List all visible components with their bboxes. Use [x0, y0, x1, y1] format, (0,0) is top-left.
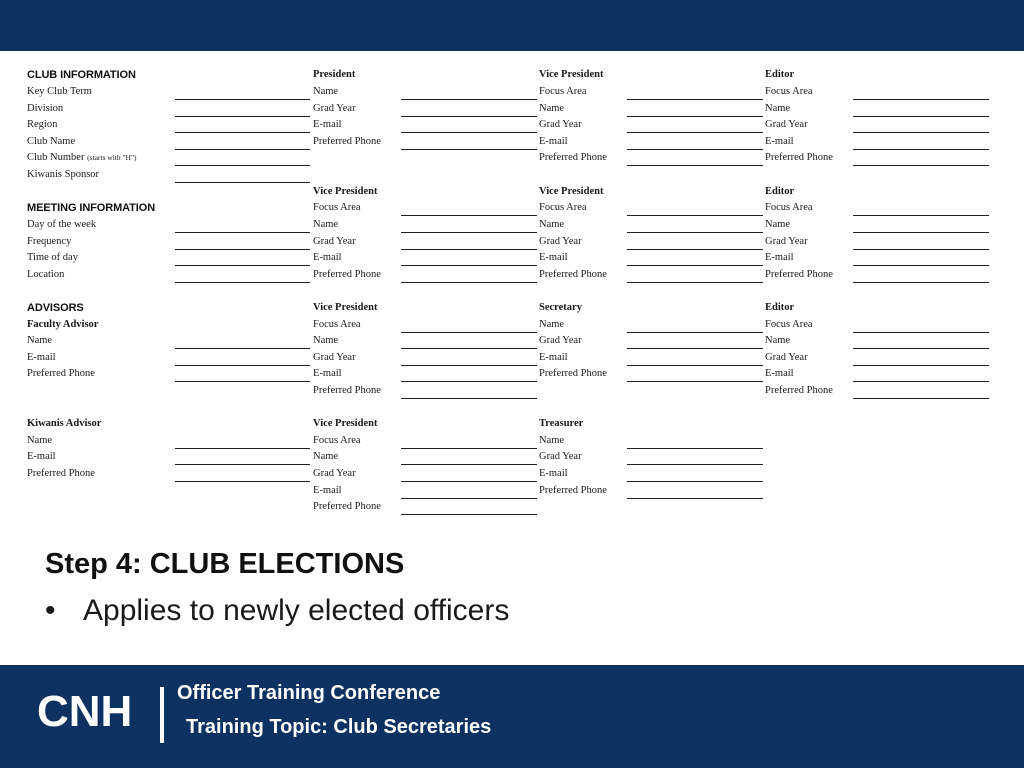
editor-1-grad-year-field[interactable] — [853, 132, 989, 133]
secretary-name-label: Name — [539, 319, 565, 330]
editor-3-focus-label: Focus Area — [765, 319, 813, 330]
editor-2-phone-label: Preferred Phone — [765, 269, 833, 280]
president-email-label: E-mail — [313, 119, 342, 130]
vp-c2-1-heading: Vice President — [313, 186, 378, 197]
faculty-name-label: Name — [27, 335, 53, 346]
treasurer-grad-year-field[interactable] — [627, 464, 763, 465]
location-label: Location — [27, 269, 65, 280]
editor-1-grad-year-row — [0, 118, 1000, 134]
club-number-text: Club Number — [27, 152, 85, 163]
editor-1-focus-label: Focus Area — [765, 86, 813, 97]
editor-2-grad-year-row — [0, 235, 1000, 251]
footer-bar — [0, 665, 1024, 768]
editor-3-focus-field[interactable] — [853, 332, 989, 333]
vp-c3-2-grad-year-label: Grad Year — [539, 236, 582, 247]
editor-1-grad-year-label: Grad Year — [765, 119, 808, 130]
treasurer-email-field[interactable] — [627, 481, 763, 482]
treasurer-phone-label: Preferred Phone — [539, 485, 607, 496]
kiwanis-phone-label: Preferred Phone — [27, 468, 95, 479]
editor-3-email-label: E-mail — [765, 368, 794, 379]
cnh-logo-text: CNH — [37, 687, 133, 736]
region-label: Region — [27, 119, 58, 130]
vp-c2-3-email-label: E-mail — [313, 485, 342, 496]
top-header-bar — [0, 0, 1024, 51]
club-number-note: (starts with "H") — [87, 153, 137, 162]
kiwanis-name-label: Name — [27, 435, 53, 446]
secretary-email-label: E-mail — [539, 352, 568, 363]
vp-c3-1-heading: Vice President — [539, 69, 604, 80]
footer-divider — [160, 687, 164, 743]
vp-c3-1-name-label: Name — [539, 103, 565, 114]
editor-2-heading-row — [0, 185, 1000, 201]
vp-c2-3-phone-row — [0, 500, 560, 516]
faculty-phone-label: Preferred Phone — [27, 368, 95, 379]
kiwanis-advisor-heading: Kiwanis Advisor — [27, 418, 102, 429]
editor-3-heading-row — [0, 301, 1000, 317]
treasurer-heading-row — [0, 417, 780, 433]
vp-c2-1-email-label: E-mail — [313, 252, 342, 263]
editor-3-phone-field[interactable] — [853, 398, 989, 399]
vp-c3-2-email-label: E-mail — [539, 252, 568, 263]
frequency-label: Frequency — [27, 236, 72, 247]
club-information-heading: CLUB INFORMATION — [27, 69, 136, 81]
editor-3-grad-year-row — [0, 351, 1000, 367]
vp-c2-3-focus-label: Focus Area — [313, 435, 361, 446]
editor-1-name-label: Name — [765, 103, 791, 114]
editor-2-email-label: E-mail — [765, 252, 794, 263]
club-name-label: Club Name — [27, 136, 76, 147]
editor-3-grad-year-label: Grad Year — [765, 352, 808, 363]
vp-c3-1-email-label: E-mail — [539, 136, 568, 147]
day-of-week-label: Day of the week — [27, 219, 97, 230]
editor-2-grad-year-field[interactable] — [853, 249, 989, 250]
editor-1-heading: Editor — [765, 69, 795, 80]
vp-c2-3-grad-year-label: Grad Year — [313, 468, 356, 479]
treasurer-email-label: E-mail — [539, 468, 568, 479]
kiwanis-email-label: E-mail — [27, 451, 56, 462]
editor-2-phone-row — [0, 268, 1000, 284]
treasurer-phone-row — [0, 484, 780, 500]
vp-c2-2-grad-year-label: Grad Year — [313, 352, 356, 363]
editor-2-email-row — [0, 251, 1000, 267]
editor-1-email-label: E-mail — [765, 136, 794, 147]
treasurer-name-row — [0, 434, 780, 450]
president-grad-year-label: Grad Year — [313, 103, 356, 114]
editor-2-name-label: Name — [765, 219, 791, 230]
editor-2-heading: Editor — [765, 186, 795, 197]
editor-1-focus-row — [0, 85, 1000, 101]
editor-3-phone-label: Preferred Phone — [765, 385, 833, 396]
kiwanis-sponsor-field[interactable] — [175, 182, 310, 183]
treasurer-name-label: Name — [539, 435, 565, 446]
footer-training-topic: Training Topic: Club Secretaries — [186, 716, 492, 738]
vp-c3-2-focus-label: Focus Area — [539, 202, 587, 213]
faculty-advisor-heading: Faculty Advisor — [27, 319, 99, 330]
editor-3-email-field[interactable] — [853, 381, 989, 382]
editor-1-phone-label: Preferred Phone — [765, 152, 833, 163]
editor-3-focus-row — [0, 318, 1000, 334]
editor-1-name-row — [0, 102, 1000, 118]
key-club-term-label: Key Club Term — [27, 86, 92, 97]
vp-c2-2-heading: Vice President — [313, 302, 378, 313]
meeting-information-heading: MEETING INFORMATION — [27, 202, 156, 214]
vp-c2-2-focus-label: Focus Area — [313, 319, 361, 330]
editor-1-heading-row — [0, 68, 1000, 84]
treasurer-grad-year-label: Grad Year — [539, 451, 582, 462]
faculty-email-label: E-mail — [27, 352, 56, 363]
vp-c3-2-phone-label: Preferred Phone — [539, 269, 607, 280]
treasurer-name-field[interactable] — [627, 448, 763, 449]
editor-3-email-row — [0, 367, 1000, 383]
secretary-grad-year-label: Grad Year — [539, 335, 582, 346]
editor-2-name-row — [0, 218, 1000, 234]
vp-c3-1-focus-label: Focus Area — [539, 86, 587, 97]
editor-1-name-field[interactable] — [853, 116, 989, 117]
division-label: Division — [27, 103, 64, 114]
treasurer-heading: Treasurer — [539, 418, 584, 429]
vp-c2-3-phone-label: Preferred Phone — [313, 501, 381, 512]
vp-c2-2-name-label: Name — [313, 335, 339, 346]
vp-c3-1-grad-year-label: Grad Year — [539, 119, 582, 130]
editor-3-name-field[interactable] — [853, 348, 989, 349]
editor-1-focus-field[interactable] — [853, 99, 989, 100]
editor-2-focus-label: Focus Area — [765, 202, 813, 213]
vp-c2-1-focus-label: Focus Area — [313, 202, 361, 213]
footer-conference-title: Officer Training Conference — [177, 682, 441, 704]
treasurer-email-row — [0, 467, 780, 483]
editor-2-focus-row — [0, 201, 1000, 217]
editor-2-phone-field[interactable] — [853, 282, 989, 283]
president-phone-label: Preferred Phone — [313, 136, 381, 147]
vp-c2-3-name-label: Name — [313, 451, 339, 462]
editor-1-email-field[interactable] — [853, 149, 989, 150]
step-title: Step 4: CLUB ELECTIONS — [45, 548, 405, 580]
editor-3-grad-year-field[interactable] — [853, 365, 989, 366]
editor-2-email-field[interactable] — [853, 265, 989, 266]
secretary-heading: Secretary — [539, 302, 582, 313]
vp-c3-2-heading: Vice President — [539, 186, 604, 197]
vp-c2-3-phone-field[interactable] — [401, 514, 537, 515]
kiwanis-sponsor-row — [0, 168, 320, 184]
editor-3-phone-row — [0, 384, 1000, 400]
editor-1-phone-field[interactable] — [853, 165, 989, 166]
vp-c2-3-heading: Vice President — [313, 418, 378, 429]
editor-3-name-label: Name — [765, 335, 791, 346]
vp-c2-1-phone-label: Preferred Phone — [313, 269, 381, 280]
vp-c2-1-name-label: Name — [313, 219, 339, 230]
editor-3-heading: Editor — [765, 302, 795, 313]
vp-c2-2-email-label: E-mail — [313, 368, 342, 379]
president-name-label: Name — [313, 86, 339, 97]
advisors-heading: ADVISORS — [27, 302, 84, 314]
vp-c3-1-phone-label: Preferred Phone — [539, 152, 607, 163]
secretary-phone-label: Preferred Phone — [539, 368, 607, 379]
treasurer-grad-year-row — [0, 450, 780, 466]
bullet-dot: • — [45, 594, 56, 627]
vp-c3-2-name-label: Name — [539, 219, 565, 230]
vp-c2-2-phone-label: Preferred Phone — [313, 385, 381, 396]
bullet-text: Applies to newly elected officers — [83, 594, 510, 627]
editor-2-name-field[interactable] — [853, 232, 989, 233]
editor-2-focus-field[interactable] — [853, 215, 989, 216]
time-of-day-label: Time of day — [27, 252, 78, 263]
editor-3-name-row — [0, 334, 1000, 350]
editor-1-email-row — [0, 135, 1000, 151]
president-heading: President — [313, 69, 356, 80]
editor-1-phone-row — [0, 151, 1000, 167]
kiwanis-sponsor-label: Kiwanis Sponsor — [27, 169, 100, 180]
vp-c2-1-grad-year-label: Grad Year — [313, 236, 356, 247]
club-information-form — [0, 51, 1024, 531]
editor-2-grad-year-label: Grad Year — [765, 236, 808, 247]
treasurer-phone-field[interactable] — [627, 498, 763, 499]
